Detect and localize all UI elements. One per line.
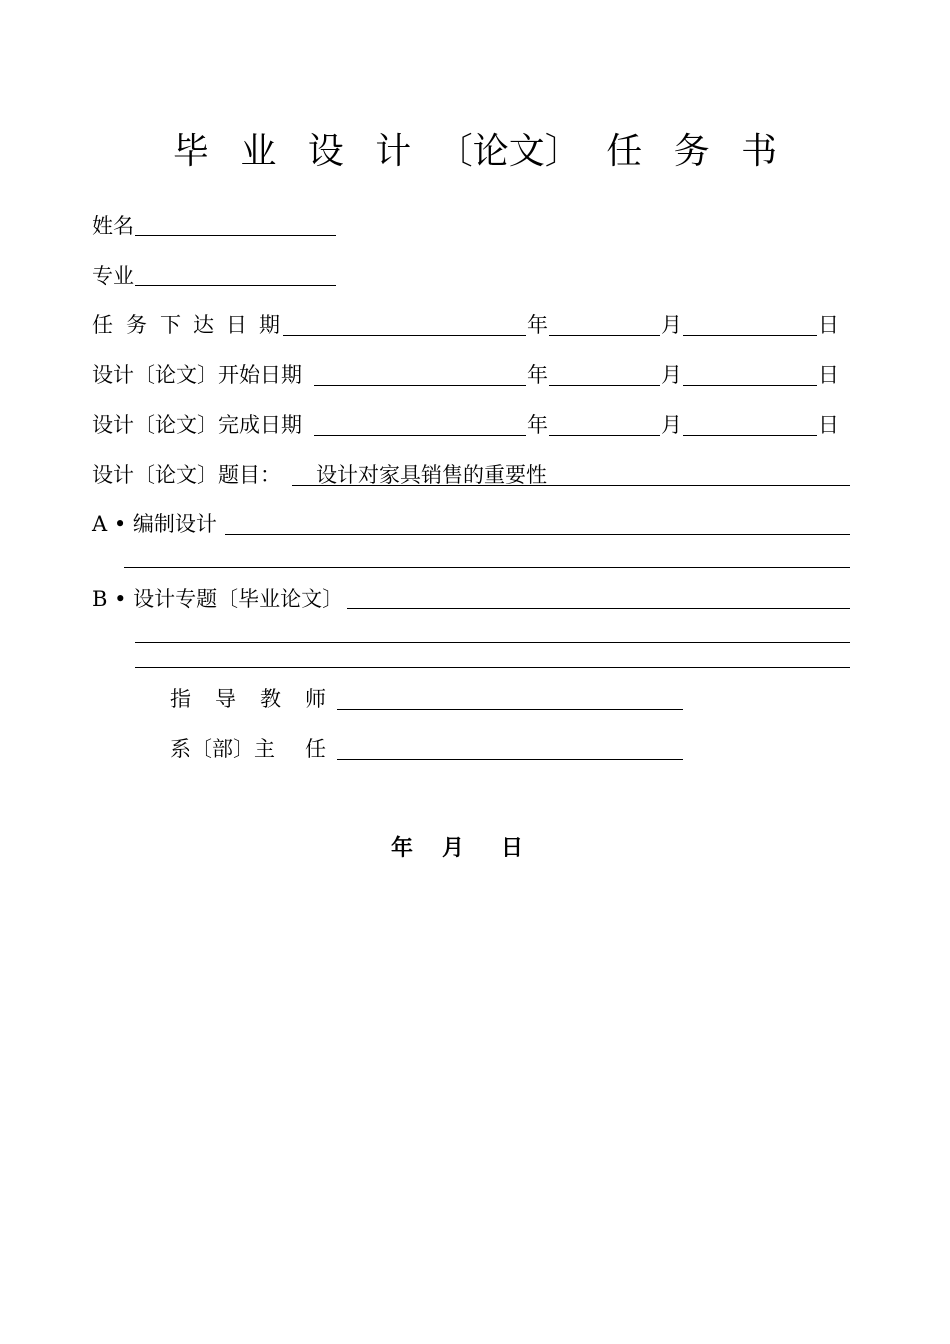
title-char: 任 — [606, 131, 643, 172]
finish-date-label: 设计〔论文〕完成日期 — [92, 413, 302, 437]
start-date-year-label: 年 — [527, 363, 548, 387]
start-date-year-line[interactable] — [314, 385, 526, 386]
section-b-label: B • 设计专题〔毕业论文〕 — [92, 587, 344, 611]
finish-date-month-line[interactable] — [549, 435, 660, 436]
section-b-line-2[interactable] — [135, 642, 850, 643]
topic-value[interactable]: 设计对家具销售的重要性 — [316, 463, 547, 487]
section-b-line-1[interactable] — [347, 608, 850, 609]
name-field-line[interactable] — [135, 235, 336, 236]
section-a-line-1[interactable] — [225, 534, 850, 535]
advisor-signature-line[interactable] — [337, 709, 683, 710]
major-label: 专业 — [92, 264, 134, 288]
section-a-label: A • 编制设计 — [92, 512, 217, 536]
title-char: 计 — [375, 131, 412, 172]
start-date-month-label: 月 — [661, 363, 682, 387]
finish-date-day-label: 日 — [818, 413, 839, 437]
major-field-line[interactable] — [135, 285, 336, 286]
assign-date-month-line[interactable] — [549, 335, 660, 336]
finish-date-day-line[interactable] — [683, 435, 817, 436]
start-date-label: 设计〔论文〕开始日期 — [92, 363, 302, 387]
assign-date-year-line[interactable] — [283, 335, 526, 336]
start-date-day-line[interactable] — [683, 385, 817, 386]
section-a-line-2[interactable] — [124, 567, 850, 568]
start-date-day-label: 日 — [818, 363, 839, 387]
name-label: 姓名 — [92, 214, 134, 238]
title-char: 务 — [673, 131, 710, 172]
title-char: 毕 — [172, 131, 209, 172]
start-date-month-line[interactable] — [549, 385, 660, 386]
topic-field-line — [292, 485, 850, 486]
title-char: 书 — [741, 131, 778, 172]
title-char: 业 — [240, 131, 277, 172]
title-char: 〔论文〕 — [436, 131, 581, 172]
assign-date-day-label: 日 — [818, 313, 839, 337]
assign-date-month-label: 月 — [661, 313, 682, 337]
finish-date-month-label: 月 — [661, 413, 682, 437]
topic-label: 设计〔论文〕题目： — [92, 463, 281, 487]
finish-date-year-label: 年 — [527, 413, 548, 437]
page-title — [0, 128, 950, 176]
department-head-signature-line[interactable] — [337, 759, 683, 760]
assign-date-year-label: 年 — [527, 313, 548, 337]
section-b-line-3[interactable] — [135, 667, 850, 668]
assign-date-day-line[interactable] — [683, 335, 817, 336]
title-char: 设 — [307, 131, 344, 172]
finish-date-year-line[interactable] — [314, 435, 526, 436]
